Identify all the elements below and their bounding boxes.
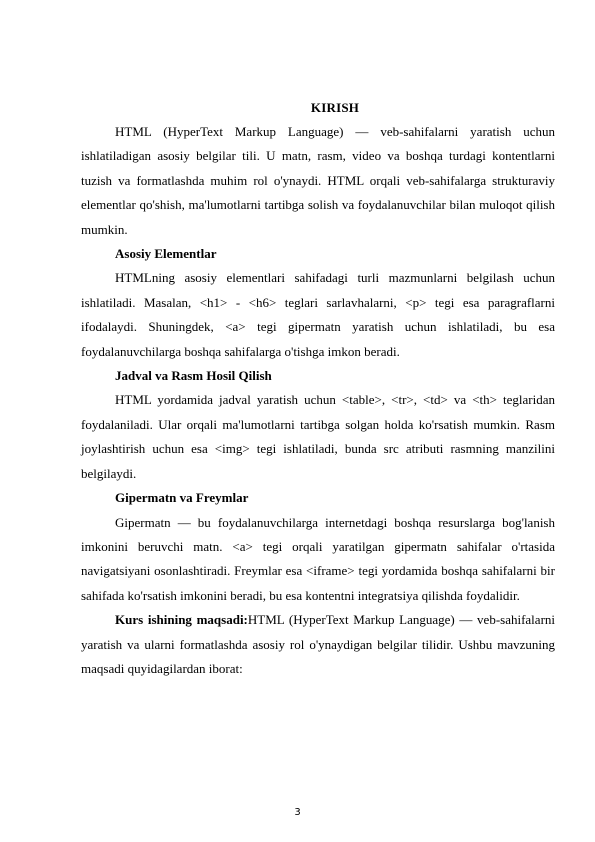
intro-paragraph: HTML (HyperText Markup Language) — veb-sahifalarni yaratish uchun ishlatiladigan asosiy belgilar tili. U matn, rasm, video va boshqa turdagi kontentlarni tuzish va formatlashda muhim rol o'ynaydi. HTML orqali veb-sahifalarga strukturaviy elementlar qo'shish, ma'lumotlarni tartibga solish va foydalanuvchilar bilan muloqot qilish mumkin. [81,124,555,237]
section-heading-gipermatn-va-freymlar: Gipermatn va Freymlar [115,490,249,506]
body-text [81,120,555,681]
page-content [81,96,556,681]
goal-paragraph [81,608,555,681]
page-title: KIRISH [310,100,360,115]
page-number: 3 [294,807,301,818]
goal-label: Kurs ishining maqsadi: [115,612,248,628]
section-heading-asosiy-elementlar: Asosiy Elementlar [115,246,217,262]
section-paragraph-jadval-va-rasm: HTML yordamida jadval yaratish uchun <table>, <tr>, <td> va <th> teglaridan foydalaniladi. Ular orqali ma'lumotlarni tartibga solgan holda ko'rsatish mumkin. Rasm joylashtirish uchun esa <img> tegi ishlatiladi, bunda src atributi rasmning manzilini belgilaydi. [81,392,555,481]
section-paragraph-asosiy-elementlar: HTMLning asosiy elementlari sahifadagi turli mazmunlarni belgilash uchun ishlatiladi. Masalan, <h1> - <h6> teglari sarlavhalarni, <p> tegi esa paragraflarni ifodalaydi. Shuningdek, <a> tegi gipermatn yaratish uchun ishlatiladi, bu esa foydalanuvchilarga boshqa sahifalarga o'tishga imkon beradi. [81,270,555,359]
section-paragraph-gipermatn-va-freymlar: Gipermatn — bu foydalanuvchilarga internetdagi boshqa resurslarga bog'lanish imkonini beruvchi matn. <a> tegi orqali yaratilgan gipermatn sahifalar o'rtasida navigatsiyani osonlashtiradi. Freymlar esa <iframe> tegi yordamida boshqa sahifalarni bir sahifada ko'rsatish imkonini beradi, bu esa kontentni integratsiya qilishda foydalidir. [81,514,555,603]
goal-text: HTML (HyperText Markup Language) — veb-sahifalarni yaratish va ularni formatlashda asosiy rol o'ynaydigan belgilar tilidir. Ushbu mavzuning maqsadi quyidagilardan iborat: [81,612,556,676]
section-heading-jadval-va-rasm: Jadval va Rasm Hosil Qilish [115,368,272,384]
